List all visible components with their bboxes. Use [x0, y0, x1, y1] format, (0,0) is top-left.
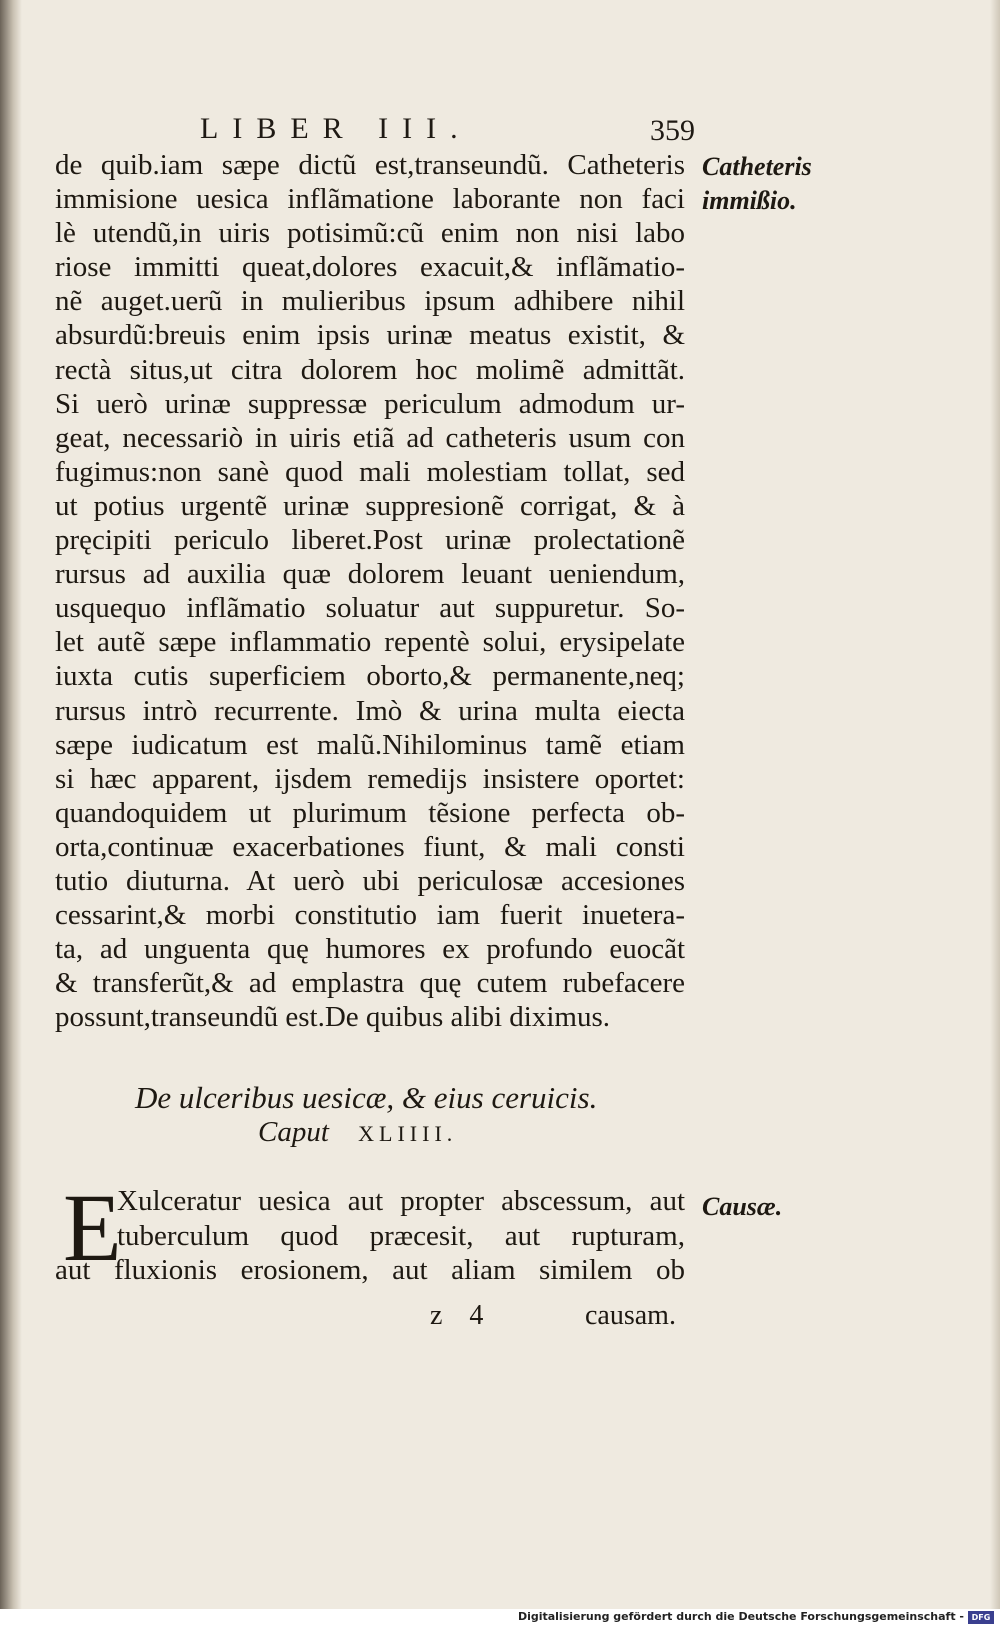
text-line: & transferũt,& ad emplastra quę cutem rubefacere [55, 967, 685, 1000]
catchword: causam. [585, 1300, 676, 1331]
running-title: LIBER III. [200, 112, 472, 145]
text-line: aut fluxionis erosionem, aut aliam similem ob [55, 1254, 685, 1286]
text-line: geat, necessariò in uiris etiã ad catheteris usum con [55, 421, 685, 454]
text-line: rursus intrò recurrente. Imò & urina multa eiecta [55, 694, 685, 727]
text-line: pręcipiti periculo liberet.Post urinæ prolectationẽ [55, 524, 685, 557]
text-line: si hæc apparent, ijsdem remedijs insistere oportet: [55, 762, 685, 795]
text-line: sæpe iudicatum est malũ.Nihilominus tamẽ etiam [55, 728, 685, 761]
margin-note-causae: Causæ. [702, 1192, 783, 1221]
chapter-text [55, 1174, 685, 1288]
body-text [55, 148, 685, 1034]
text-line: immisione uesica inflãmatione laborante non faci [55, 183, 685, 216]
margin-note-catheteris [702, 150, 812, 218]
drop-cap: E [63, 1174, 122, 1281]
text-line: absurdũ:breuis enim ipsis urinæ meatus existit, & [55, 319, 685, 352]
signature-mark: z 4 [430, 1300, 494, 1331]
text-line: rectà situs,ut citra dolorem hoc molimẽ admittãt. [55, 353, 685, 386]
text-line: ut potius urgentẽ urinæ suppresionẽ corrigat, & à [55, 489, 685, 522]
footer-bar [0, 1609, 1000, 1627]
caput-number: XLIIII. [358, 1121, 458, 1146]
text-line: de quib.iam sæpe dictũ est,transeundũ. Catheteris [55, 149, 685, 181]
text-line: fugimus:non sanè quod mali molestiam tollat, sed [55, 455, 685, 488]
text-line: lè utendũ,in uiris potisimũ:cũ enim non nisi labo [55, 217, 685, 250]
text-line: quandoquidem ut plurimum tẽsione perfecta ob- [55, 796, 685, 829]
text-line: tutio diuturna. At uerò ubi periculosæ accesiones [55, 864, 685, 897]
text-line: rursus ad auxilia quæ dolorem leuant ueniendum, [55, 558, 685, 591]
text-line: Si uerò urinæ suppressæ periculum admodum ur- [55, 387, 685, 420]
text-line: riose immitti queat,dolores exacuit,& inflãmatio- [55, 251, 685, 284]
page-number: 359 [650, 114, 695, 147]
margin-note-line: Catheteris [702, 152, 812, 181]
dfg-logo-icon: DFG [968, 1611, 994, 1624]
text-line: tuberculum quod præcesit, aut rupturam, [117, 1219, 685, 1252]
text-line: Xulceratur uesica aut propter abscessum, aut [117, 1185, 685, 1217]
text-line: cessarint,& morbi constitutio iam fuerit inuetera- [55, 899, 685, 932]
text-line: ta, ad unguenta quę humores ex profundo euocãt [55, 933, 685, 966]
text-line: orta,continuæ exacerbationes fiunt, & mali consti [55, 830, 685, 863]
funding-notice: Digitalisierung gefördert durch die Deutsche Forschungsgemeinschaft - [517, 1610, 964, 1623]
text-line: iuxta cutis superficiem oborto,& permanente,neq; [55, 660, 685, 693]
text-line: let autẽ sæpe inflammatio repentè solui, erysipelate [55, 626, 685, 659]
text-line: possunt,transeundũ est.De quibus alibi diximus. [55, 1001, 610, 1034]
chapter-heading: De ulceribus uesicæ, & eius ceruicis. [135, 1080, 598, 1115]
chapter-number [258, 1116, 457, 1149]
margin-note-line: immißio. [702, 186, 797, 215]
caput-word: Caput [258, 1116, 329, 1148]
text-line: nẽ auget.uerũ in mulieribus ipsum adhibere nihil [55, 285, 685, 318]
text-line: usquequo inflãmatio soluatur aut suppuretur. So- [55, 592, 685, 625]
